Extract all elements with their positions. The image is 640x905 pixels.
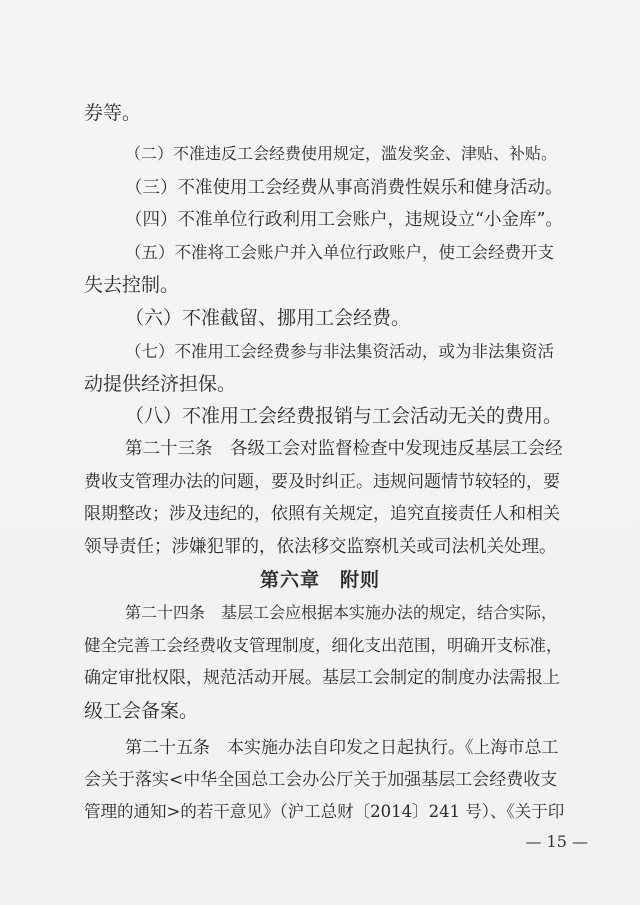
- text-line: 券等。: [84, 102, 142, 124]
- page-number: — 15 —: [525, 832, 588, 851]
- text-line: （二）不准违反工会经费使用规定，滥发奖金、津贴、补贴。: [125, 144, 558, 163]
- text-line: （八）不准用工会经费报销与工会活动无关的费用。: [125, 405, 563, 427]
- text-line: （四）不准单位行政利用工会账户，违规设立“小金库”。: [125, 210, 563, 230]
- text-line: 第二十四条 基层工会应根据本实施办法的规定，结合实际，: [125, 603, 558, 622]
- text-line: 动提供经济担保。: [84, 373, 237, 395]
- text-line: 健全完善工会经费收支管理制度，细化支出范围，明确开支标准，: [84, 636, 563, 655]
- text-line: 第二十三条 各级工会对监督检查中发现违反基层工会经: [125, 439, 563, 459]
- text-line: 确定审批权限，规范活动开展。基层工会制定的制度办法需报上: [84, 668, 560, 688]
- text-line: （三）不准使用工会经费从事高消费性娱乐和健身活动。: [125, 178, 563, 198]
- text-line: （五）不准将工会账户并入单位行政账户，使工会经费开支: [125, 243, 554, 262]
- text-line: 管理的通知>的若干意见》（沪工总财〔2014〕241 号）、《关于印: [84, 802, 565, 821]
- chapter-heading: 第六章 附则: [259, 569, 380, 591]
- text-line: 失去控制。: [84, 274, 180, 296]
- text-line: 限期整改；涉及违纪的，依照有关规定，追究直接责任人和相关: [84, 504, 560, 524]
- text-line: 第二十五条 本实施办法自印发之日起执行。《上海市总工: [125, 738, 559, 758]
- text-line: 级工会备案。: [84, 700, 199, 722]
- text-line: 领导责任；涉嫌犯罪的，依法移交监察机关或司法机关处理。: [84, 537, 557, 557]
- text-line: （七）不准用工会经费参与非法集资活动，或为非法集资活: [125, 342, 554, 361]
- text-line: （六）不准截留、挪用工会经费。: [125, 307, 411, 329]
- text-line: 费收支管理办法的问题，要及时纠正。违规问题情节较轻的，要: [84, 472, 560, 492]
- text-line: 会关于落实<中华全国总工会办公厅关于加强基层工会经费收支: [84, 770, 558, 790]
